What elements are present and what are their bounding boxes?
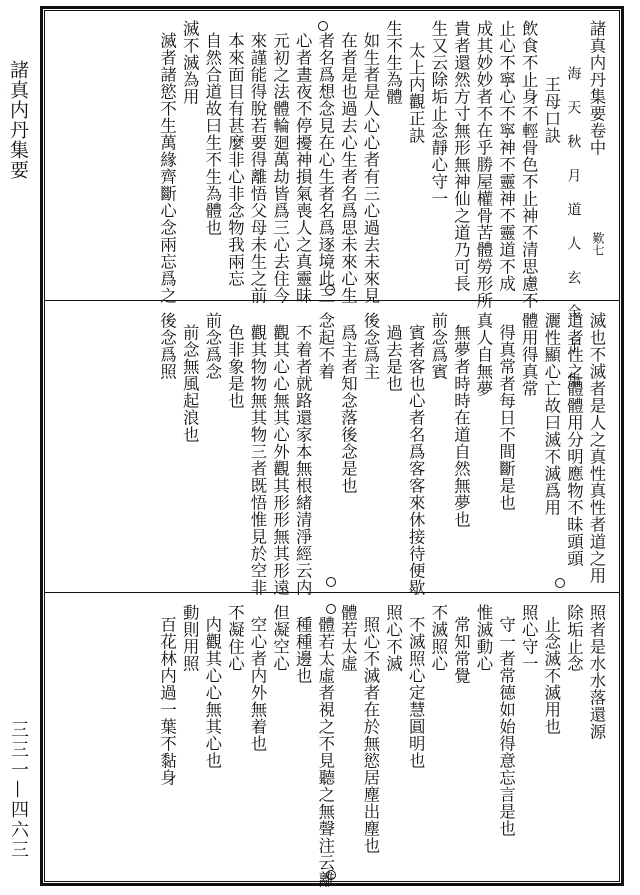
text-column: 真人自無夢 (474, 312, 493, 397)
circle-mark (326, 870, 336, 880)
text-column: 太上内觀正訣 (406, 42, 426, 144)
text-column: 自然合道故曰生不生為體也 (202, 32, 222, 236)
text-column: 過去是也 (383, 324, 403, 392)
text-column: 道者性之體體用分明應物不昧頭頭 (564, 312, 584, 567)
text-column: 來謹能得脫若要得離悟父母未生之前 (248, 32, 267, 304)
text-column: 照心守一 (519, 604, 539, 672)
text-column: 觀其心心無其心外觀其形形無其形遠 (270, 324, 290, 596)
margin-book-title (2, 60, 32, 180)
text-column: 止念滅不滅用也 (541, 616, 561, 735)
margin-page-number: 三三一—四六三 (8, 720, 29, 860)
text-column: 者名爲想念見在心生者名爲逐境此三 (315, 32, 335, 304)
margin-volume-text (0, 80, 4, 120)
text-column: 照心不滅 (383, 604, 403, 672)
text-column: 動則用照 (180, 604, 200, 672)
text-column: 海 天 秋 月 道 人 玄 全 子 集 (565, 66, 582, 389)
text-column: 飲食不止身不輕骨色不止神不清思慮不 (519, 20, 539, 309)
text-column: 賓者客也心者名爲客客來休接待便歇 (406, 324, 426, 596)
text-column: 體若太虛者視之不見聽之無聲注云離 (315, 616, 335, 888)
text-column: 常知常覺 (451, 616, 471, 684)
text-column: 元初之法體輪廻萬劫皆爲三心去住今 (270, 32, 290, 304)
text-column: 後念爲照 (157, 312, 177, 380)
folio-mark: 歎七 (591, 232, 605, 256)
text-column: 止心不寧心不寧神不靈神不靈道不成 (496, 20, 516, 292)
register-middle (52, 304, 612, 596)
text-column: 體用得真常 (519, 312, 539, 397)
text-column: 諸真内丹集要卷中 (587, 20, 606, 156)
text-column: 滅也不滅者是人之真性真性者道之用 (587, 312, 606, 584)
circle-mark (325, 285, 335, 295)
text-column: 空心者内外無着也 (248, 616, 267, 752)
circle-mark (555, 578, 565, 588)
text-column: 體若太虛 (338, 604, 358, 672)
circle-mark (326, 604, 336, 614)
register-bottom (52, 596, 612, 888)
text-column: 不着者就路還家本無根緒清淨經云内 (293, 324, 313, 596)
text-column: 不滅照心 (428, 604, 448, 672)
circle-mark (326, 577, 336, 587)
text-column: 滅者諸慾不生萬緣齊斷心念兩忘爲之 (157, 32, 177, 304)
text-column: 後念爲主 (361, 312, 380, 380)
text-column: 種種邊也 (293, 616, 313, 684)
text-column: 惟滅動心 (474, 604, 493, 672)
circle-mark (318, 21, 328, 31)
text-column: 但凝空心 (270, 604, 290, 672)
text-column: 爲主者知念落後念是也 (338, 324, 358, 494)
text-column: 前念無風起浪也 (180, 324, 200, 443)
text-column: 生又云除垢止念靜心守一 (428, 20, 448, 207)
text-column: 内觀其心心無其心也 (202, 616, 222, 769)
text-column: 滅不滅為用 (180, 20, 200, 105)
text-column: 照心不滅者在於無慾居塵出塵也 (361, 616, 380, 854)
text-column: 王母口訣 (541, 76, 561, 144)
register-divider-2 (44, 592, 620, 593)
text-column: 本來面目有甚麼非心非念物我兩忘 (225, 32, 245, 287)
text-column: 灑性顯心亡故曰滅不滅爲用 (541, 312, 561, 516)
text-column: 百花林内過一葉不黏身 (157, 616, 177, 786)
text-column: 無夢者時時在道自然無夢也 (451, 324, 471, 528)
margin-title-text: 諸真内丹集要 (7, 60, 29, 180)
text-column: 照者是水水落還源 (587, 604, 606, 740)
text-column: 前念爲賓 (428, 312, 448, 380)
text-column: 成其妙妙者不在乎勝屋權骨苦體勞形所 (474, 20, 493, 309)
text-column: 前念爲念 (202, 312, 222, 380)
text-column: 在者是也過去心生者名爲思未來心生 (338, 32, 358, 304)
text-column: 守一者常德如始得意忘言是也 (496, 616, 516, 837)
text-column: 除垢止念 (564, 604, 584, 672)
text-column: 如生者是人心心者有三心過去未來見 (361, 32, 380, 304)
text-column: 得真常者每日不間斷是也 (496, 324, 516, 511)
text-column: 觀其物物無其物三者既悟惟見於空非 (248, 324, 267, 596)
text-column: 不滅照心定慧圓明也 (406, 616, 426, 769)
text-column: 生不生為體 (383, 20, 403, 105)
text-column: 念起不着 (315, 312, 335, 380)
text-column: 心者晝夜不停擾神損氣喪人之真靈昧 (293, 32, 313, 304)
text-column: 貴者還然方寸無形無神仙之道乃可長 (451, 20, 471, 292)
text-column: 不凝住心 (225, 604, 245, 672)
text-column: 色非象是也 (225, 324, 245, 409)
